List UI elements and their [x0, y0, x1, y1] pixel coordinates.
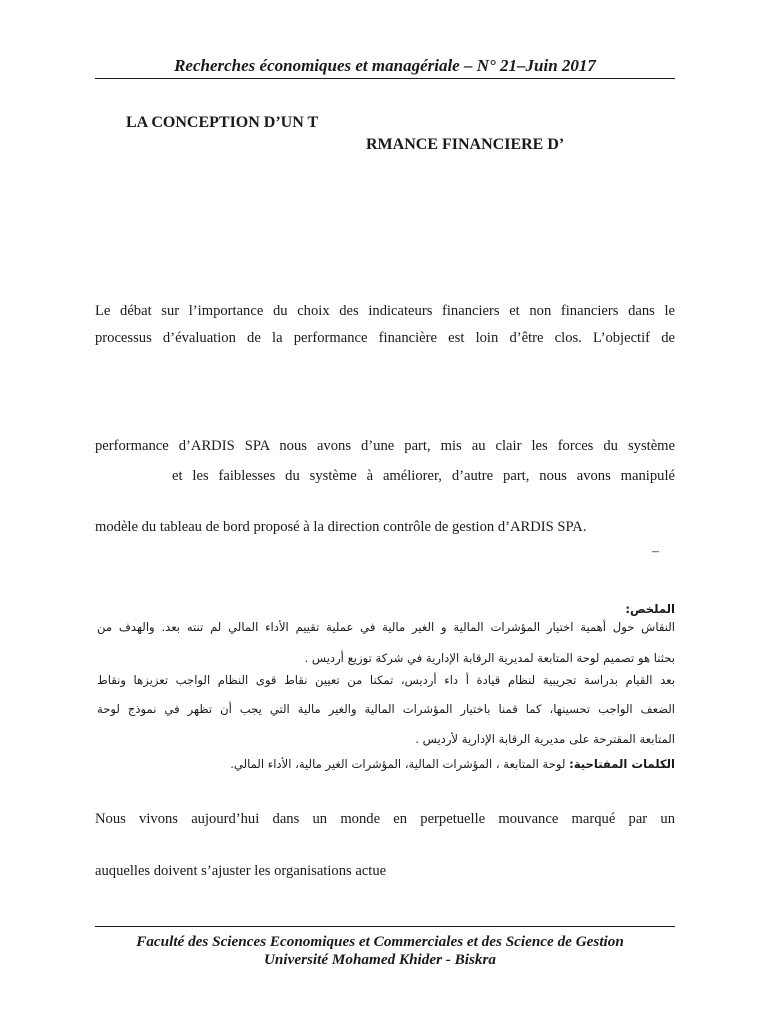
abstract-ar-line-1: النقاش حول أهمية اختيار المؤشرات المالية و الغير مالية في عملية تقييم الأداء المالي لم تنته بعد. والهدف من	[97, 620, 675, 634]
abstract-ar-heading: الملخص:	[625, 602, 675, 616]
abstract-fr-line-4: et les faiblesses du système à améliorer, d’autre part, nous avons manipulé	[172, 468, 675, 484]
abstract-fr-line-1: Le débat sur l’importance du choix des indicateurs financiers et non financiers dans le	[95, 303, 675, 319]
intro-fr-line-1: Nous vivons aujourd’hui dans un monde en perpetuelle mouvance marqué par un	[95, 811, 675, 827]
footer-divider	[95, 926, 675, 927]
intro-fr-line-2: auquelles doivent s’ajuster les organisations actue	[95, 863, 387, 879]
footer-faculty: Faculté des Sciences Economiques et Commerciales et des Science de Gestion	[136, 933, 624, 950]
abstract-ar-keywords	[75, 756, 675, 773]
header-divider	[95, 78, 675, 79]
abstract-fr-line-2: processus d’évaluation de la performance financière est loin d’être clos. L’objectif de	[95, 330, 675, 346]
abstract-ar-line-3: بعد القيام بدراسة تجريبية لنظام قيادة أ داء أرديس، تمكنا من تعيين نقاط قوى النظام الواجب تعزيزها ونقاط	[97, 673, 675, 687]
journal-header: Recherches économiques et managériale – N° 21–Juin 2017	[174, 56, 596, 75]
keywords-list: لوحة المتابعة ، المؤشرات المالية، المؤشرات الغير مالية، الأداء المالي.	[230, 757, 570, 771]
abstract-ar-line-4: الضعف الواجب تحسينها، كما قمنا باختيار المؤشرات المالية والغير مالية التي يجب أن تظهر في نموذج لوحة	[97, 702, 675, 716]
dash-mark: –	[652, 544, 659, 559]
footer-university: Université Mohamed Khider - Biskra	[263, 951, 497, 968]
abstract-ar-line-2: بحثنا هو تصميم لوحة المتابعة لمديرية الرقابة الإدارية في شركة توزيع أرديس .	[304, 651, 675, 665]
article-title-line-2: RMANCE FINANCIERE D’	[366, 136, 565, 153]
abstract-fr-line-5: modèle du tableau de bord proposé à la direction contrôle de gestion d’ARDIS SPA.	[95, 519, 587, 535]
keywords-label: الكلمات المفتاحية:	[569, 757, 675, 771]
article-title-line-1: LA CONCEPTION D’UN T	[126, 114, 319, 131]
abstract-ar-line-5: المتابعة المقترحة على مديرية الرقابة الإدارية لأرديس .	[415, 732, 675, 746]
abstract-fr-line-3: performance d’ARDIS SPA nous avons d’une part, mis au clair les forces du système	[95, 438, 675, 454]
